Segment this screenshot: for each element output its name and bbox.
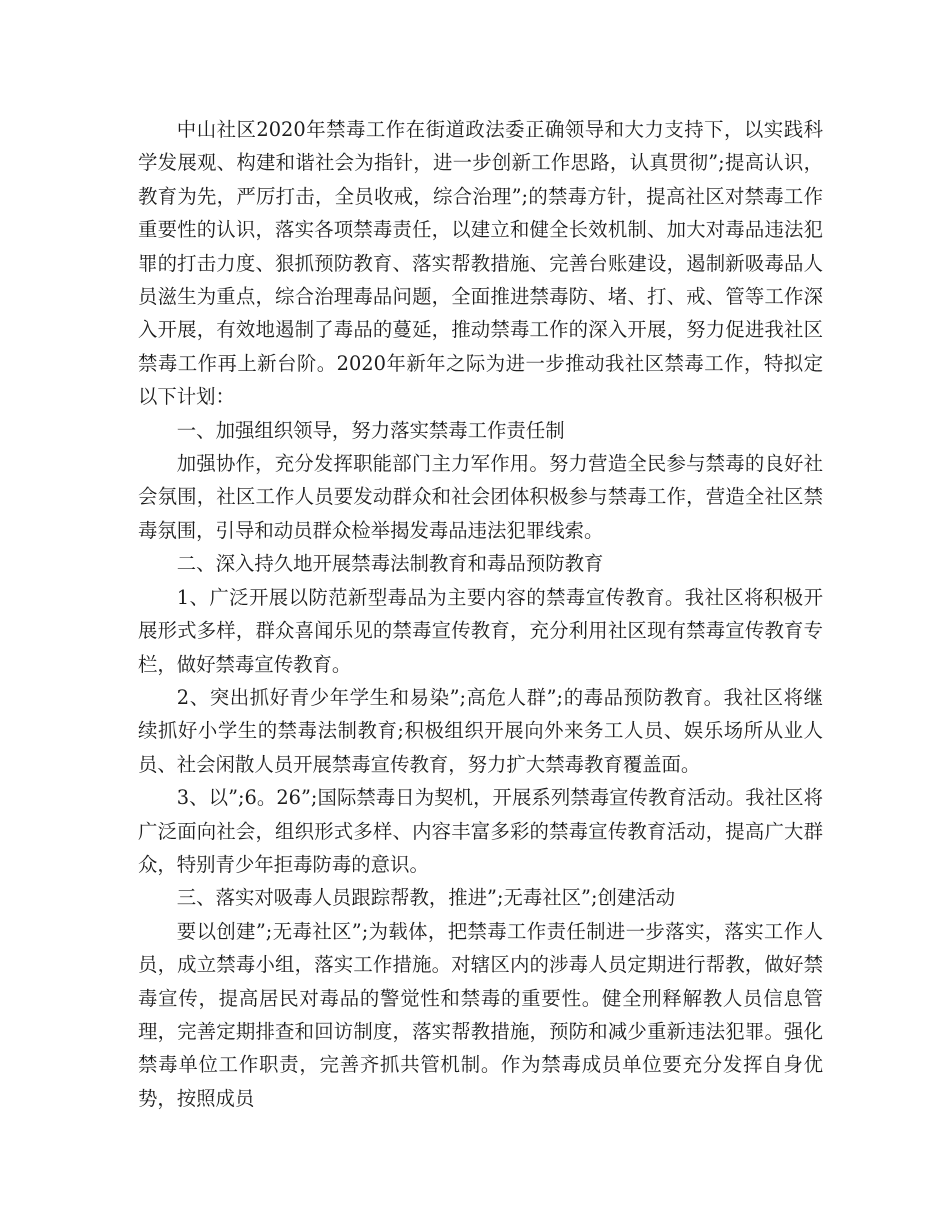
paragraph-item-1: 1、广泛开展以防范新型毒品为主要内容的禁毒宣传教育。我社区将积极开展形式多样，群众喜闻乐见的禁毒宣传教育，充分利用社区现有禁毒宣传教育专栏，做好禁毒宣传教育。 <box>138 585 823 676</box>
paragraph-intro: 中山社区2020年禁毒工作在街道政法委正确领导和大力支持下，以实践科学发展观、构建和谐社会为指针，进一步创新工作思路，认真贯彻”;提高认识，教育为先，严厉打击，全员收戒，综合治理”;的禁毒方针，提高社区对禁毒工作重要性的认识，落实各项禁毒责任，以建立和健全长效机制、加大对毒品违法犯罪的打击力度、狠抓预防教育、落实帮教措施、完善台账建设，遏制新吸毒品人员滋生为重点，综合治理毒品问题，全面推进禁毒防、堵、打、戒、管等工作深入开展，有效地遏制了毒品的蔓延，推动禁毒工作的深入开展，努力促进我社区禁毒工作再上新台阶。2020年新年之际为进一步推动我社区禁毒工作，特拟定以下计划： <box>138 118 823 409</box>
paragraph-item-2: 2、突出抓好青少年学生和易染”;高危人群”;的毒品预防教育。我社区将继续抓好小学生的禁毒法制教育;积极组织开展向外来务工人员、娱乐场所从业人员、社会闲散人员开展禁毒宣传教育，努力扩大禁毒教育覆盖面。 <box>138 685 823 776</box>
paragraph-section-3: 要以创建”;无毒社区”;为载体，把禁毒工作责任制进一步落实，落实工作人员，成立禁毒小组，落实工作措施。对辖区内的涉毒人员定期进行帮教，做好禁毒宣传，提高居民对毒品的警觉性和禁毒的重要性。健全刑释解教人员信息管理，完善定期排查和回访制度，落实帮教措施，预防和减少重新违法犯罪。强化禁毒单位工作职责，完善齐抓共管机制。作为禁毒成员单位要充分发挥自身优势，按照成员 <box>138 919 823 1110</box>
section-heading-3: 三、落实对吸毒人员跟踪帮教，推进”;无毒社区”;创建活动 <box>176 886 676 910</box>
document-body <box>138 113 823 1115</box>
paragraph-section-1: 加强协作，充分发挥职能部门主力军作用。努力营造全民参与禁毒的良好社会氛围，社区工作人员要发动群众和社会团体积极参与禁毒工作，营造全社区禁毒氛围，引导和动员群众检举揭发毒品违法犯罪线索。 <box>138 452 823 542</box>
section-heading-1: 一、加强组织领导，努力落实禁毒工作责任制 <box>176 418 565 442</box>
section-heading-2: 二、深入持久地开展禁毒法制教育和毒品预防教育 <box>176 552 604 576</box>
paragraph-item-3: 3、以”;6。26”;国际禁毒日为契机，开展系列禁毒宣传教育活动。我社区将广泛面向社会，组织形式多样、内容丰富多彩的禁毒宣传教育活动，提高广大群众，特别青少年拒毒防毒的意识。 <box>138 786 823 876</box>
